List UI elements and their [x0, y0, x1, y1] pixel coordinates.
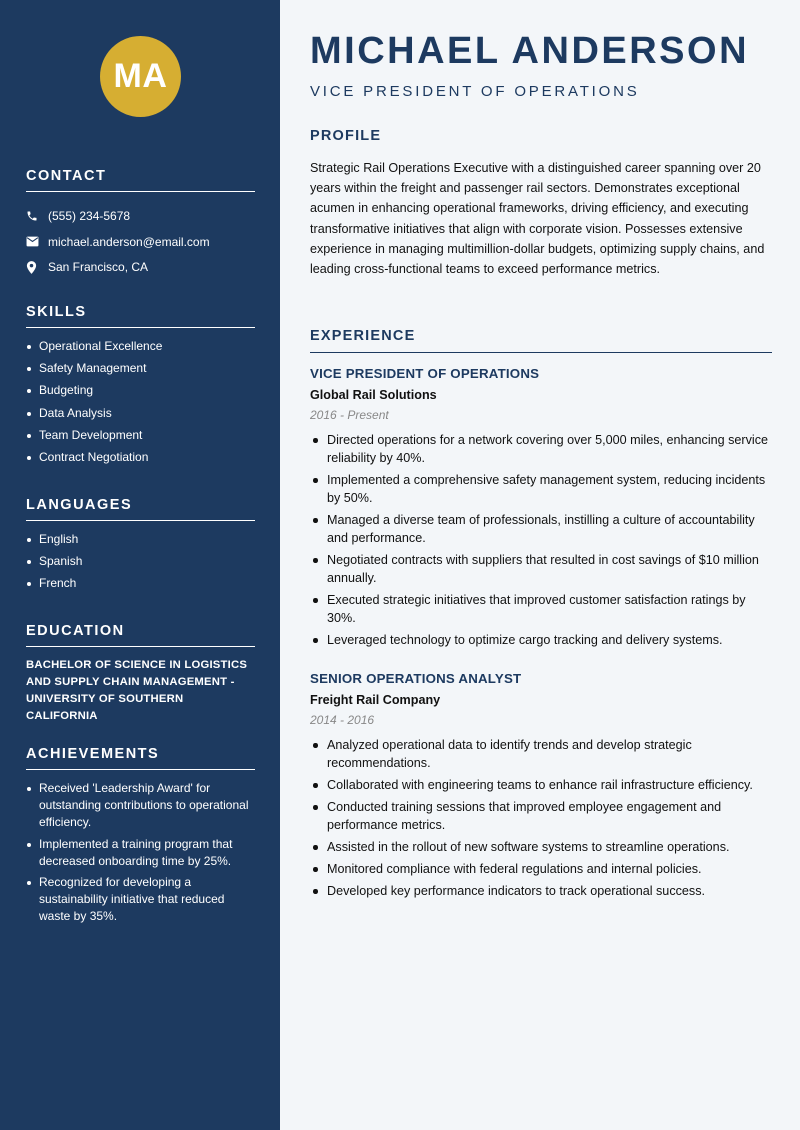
profile-heading: PROFILE [310, 128, 382, 144]
achievements-list [26, 780, 255, 925]
job-bullet: Collaborated with engineering teams to enhance rail infrastructure efficiency. [310, 776, 772, 794]
job-company: Freight Rail Company [310, 693, 441, 707]
language-item: French [26, 575, 255, 592]
job-bullet: Monitored compliance with federal regulations and internal policies. [310, 860, 772, 878]
profile-section [310, 128, 772, 279]
job-bullet: Directed operations for a network covering over 5,000 miles, enhancing service reliability by 40%. [310, 431, 772, 467]
contact-item-location [26, 254, 255, 280]
skill-item: Operational Excellence [26, 338, 255, 355]
mail-icon [26, 236, 48, 247]
contact-section [26, 168, 255, 280]
job-bullet: Conducted training sessions that improved employee engagement and performance metrics. [310, 798, 772, 834]
education-section [26, 623, 255, 725]
job-company: Global Rail Solutions [310, 388, 437, 402]
job-bullet: Implemented a comprehensive safety management system, reducing incidents by 50%. [310, 471, 772, 507]
job-bullets [310, 736, 772, 900]
location-pin-icon [26, 261, 48, 274]
contact-item-email [26, 229, 255, 255]
contact-location: San Francisco, CA [48, 260, 149, 275]
achievement-item: Implemented a training program that decreased onboarding time by 25%. [26, 836, 255, 870]
phone-icon [26, 210, 48, 222]
job-bullet: Negotiated contracts with suppliers that resulted in cost savings of $10 million annually. [310, 551, 772, 587]
achievement-item: Received 'Leadership Award' for outstanding contributions to operational efficiency. [26, 780, 255, 831]
job-bullet: Analyzed operational data to identify trends and develop strategic recommendations. [310, 736, 772, 772]
avatar [100, 36, 181, 117]
candidate-title: VICE PRESIDENT OF OPERATIONS [310, 83, 640, 100]
job-dates: 2014 - 2016 [310, 713, 375, 727]
sidebar [0, 0, 280, 1130]
job-bullet: Executed strategic initiatives that improved customer satisfaction ratings by 30%. [310, 591, 772, 627]
job-role: VICE PRESIDENT OF OPERATIONS [310, 366, 540, 381]
experience-section [310, 328, 772, 353]
languages-heading: LANGUAGES [26, 497, 255, 521]
contact-list [26, 203, 255, 280]
job-bullet: Leveraged technology to optimize cargo tracking and delivery systems. [310, 631, 772, 649]
experience-heading: EXPERIENCE [310, 328, 772, 353]
job-bullets [310, 431, 772, 649]
job-bullet: Developed key performance indicators to track operational success. [310, 882, 772, 900]
skills-section [26, 304, 255, 471]
education-degree: BACHELOR OF SCIENCE IN LOGISTICS AND SUPPLY CHAIN MANAGEMENT - UNIVERSITY OF SOUTHERN CALIFORNIA [26, 659, 248, 722]
job-dates: 2016 - Present [310, 408, 389, 422]
education-heading: EDUCATION [26, 623, 255, 647]
languages-list [26, 531, 255, 592]
contact-email[interactable]: michael.anderson@email.com [48, 234, 210, 249]
contact-phone[interactable]: (555) 234-5678 [48, 208, 131, 223]
skills-list [26, 338, 255, 466]
job-role: SENIOR OPERATIONS ANALYST [310, 671, 522, 686]
skills-heading: SKILLS [26, 304, 255, 328]
skill-item: Safety Management [26, 360, 255, 377]
achievements-section [26, 746, 255, 930]
achievements-heading: ACHIEVEMENTS [26, 746, 255, 770]
job-bullet: Managed a diverse team of professionals, instilling a culture of accountability and performance. [310, 511, 772, 547]
job-entry [310, 671, 772, 904]
contact-item-phone [26, 203, 255, 229]
language-item: Spanish [26, 553, 255, 570]
skill-item: Budgeting [26, 382, 255, 399]
language-item: English [26, 531, 255, 548]
achievement-item: Recognized for developing a sustainability initiative that reduced waste by 35%. [26, 874, 255, 925]
languages-section [26, 497, 255, 598]
contact-heading: CONTACT [26, 168, 255, 192]
avatar-initials: MA [113, 57, 168, 95]
skill-item: Contract Negotiation [26, 449, 255, 466]
profile-text: Strategic Rail Operations Executive with a distinguished career spanning over 20 years within the freight and passenger rail sectors. Demonstrates exceptional acumen in enhancing operational frameworks, driving efficiency, and executing transformative initiatives that align with corporate vision. Possesses extensive experience in managing multimillion-dollar budgets, optimizing supply chains, and leading cross-functional teams to exceed performance metrics. [310, 161, 765, 277]
skill-item: Data Analysis [26, 405, 255, 422]
skill-item: Team Development [26, 427, 255, 444]
job-entry [310, 366, 772, 653]
candidate-name: MICHAEL ANDERSON [310, 30, 750, 72]
job-bullet: Assisted in the rollout of new software systems to streamline operations. [310, 838, 772, 856]
